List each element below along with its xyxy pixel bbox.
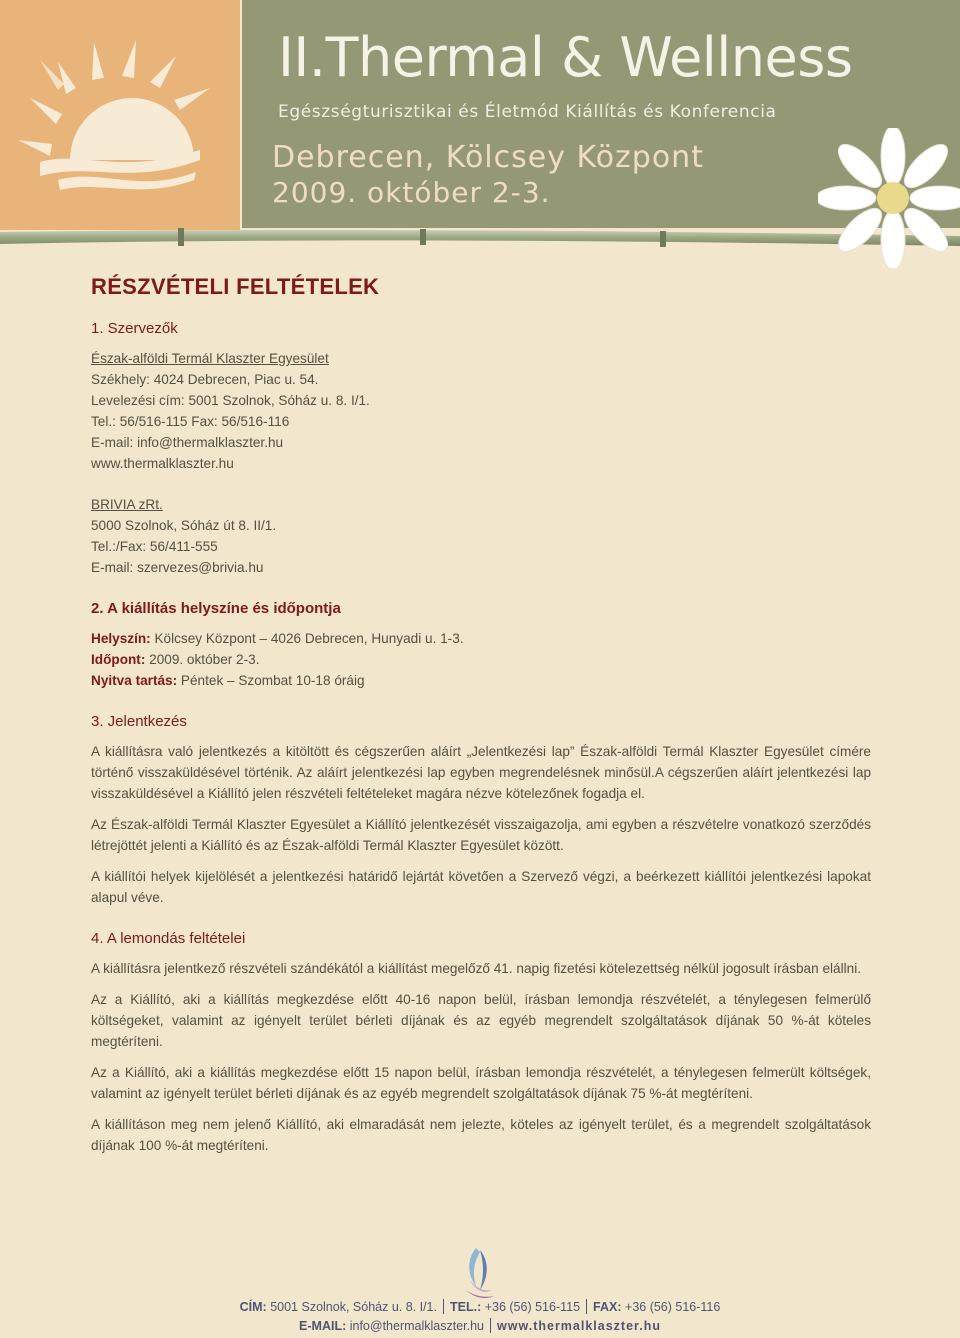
cancellation-paragraph: Az a Kiállító, aki a kiállítás megkezdése előtt 40-16 napon belül, írásban lemondja részvételét, a ténylegesen felmerülő költségeket, valamint az igényelt terület bérleti díjának és az egyéb megrendelt szolgáltatások díjának 50 %-át köteles megtéríteni.	[91, 992, 871, 1049]
venue-hours-row	[91, 670, 871, 691]
cancellation-paragraph: Az a Kiállító, aki a kiállítás megkezdése előtt 15 napon belül, írásban lemondja részvételét, a ténylegesen felmerült költségek, valamint az igényelt terület bérleti díjának és az egyéb megrendelt szolgáltatások díjának 75 %-át megtéríteni.	[91, 1065, 871, 1101]
footer-website-link[interactable]: www.thermalklaszter.hu	[497, 1319, 661, 1333]
section-cancellation-heading: 4. A lemondás feltételei	[91, 930, 246, 947]
sun-logo-icon	[0, 0, 240, 230]
section-organizers-heading: 1. Szervezők	[91, 320, 178, 337]
footer-contact	[0, 1298, 960, 1336]
venue-time-value: 2009. október 2-3.	[149, 652, 260, 667]
footer-address-label: CÍM:	[239, 1300, 267, 1314]
organizer-2	[91, 494, 871, 578]
registration-paragraph: Az Észak-alföldi Termál Klaszter Egyesület a Kiállító jelentkezését visszaigazolja, ami egyben a részvételre vonatkozó szerződés létrejöttét jelenti a Kiállító és az Észak-alföldi Termál Klaszter Egyesület között.	[91, 817, 871, 853]
footer-line-1	[0, 1298, 960, 1317]
organizer-2-line: Tel.:/Fax: 56/411-555	[91, 539, 218, 554]
organizer-1-email[interactable]: E-mail: info@thermalklaszter.hu	[91, 435, 284, 450]
organizer-1-name: Észak-alföldi Termál Klaszter Egyesület	[91, 351, 329, 366]
footer-fax-label: FAX:	[593, 1300, 622, 1314]
footer-tel-value: +36 (56) 516-115	[484, 1300, 581, 1314]
footer-line-2	[0, 1317, 960, 1336]
organizer-1-website[interactable]: www.thermalklaszter.hu	[91, 456, 234, 471]
venue-place-row	[91, 628, 871, 649]
footer-email-link[interactable]: info@thermalklaszter.hu	[349, 1319, 485, 1333]
registration-text	[91, 741, 871, 908]
event-subtitle: Egészségturisztikai és Életmód Kiállítás és Konferencia	[278, 102, 777, 122]
venue-hours-label: Nyitva tartás:	[91, 673, 178, 688]
footer-divider	[490, 1318, 491, 1333]
cluster-logo-icon	[462, 1246, 496, 1300]
header-banner	[0, 0, 960, 265]
cancellation-text	[91, 958, 871, 1156]
footer-divider	[443, 1299, 444, 1314]
organizer-1	[91, 348, 871, 474]
registration-paragraph: A kiállítói helyek kijelölését a jelentkezési határidő lejártát követően a Szervező végzi, a beérkezett kiállítói jelentkezési lapokat alapul véve.	[91, 869, 871, 905]
organizer-2-line: 5000 Szolnok, Sóház út 8. II/1.	[91, 518, 277, 533]
organizer-2-email[interactable]: E-mail: szervezes@brivia.hu	[91, 560, 264, 575]
footer-divider	[586, 1299, 587, 1314]
footer-tel-label: TEL.:	[449, 1300, 482, 1314]
document-body	[91, 270, 871, 1166]
section-venue-heading: 2. A kiállítás helyszíne és időpontja	[91, 600, 341, 617]
white-flower-decoration	[818, 128, 960, 268]
footer-email-label: E-MAIL:	[299, 1319, 347, 1333]
organizer-1-line: Tel.: 56/516-115 Fax: 56/516-116	[91, 414, 290, 429]
bamboo-stalk-decoration	[0, 226, 960, 248]
venue-time-row	[91, 649, 871, 670]
sun-panel	[0, 0, 240, 230]
organizer-1-line: Levelezési cím: 5001 Szolnok, Sóház u. 8. I/1.	[91, 393, 370, 408]
event-title: II.Thermal & Wellness	[278, 26, 853, 89]
venue-hours-value: Péntek – Szombat 10-18 óráig	[180, 673, 365, 688]
venue-place-label: Helyszín:	[91, 631, 151, 646]
footer-fax-value: +36 (56) 516-116	[625, 1300, 721, 1314]
venue-time-label: Időpont:	[91, 652, 146, 667]
section-registration-heading: 3. Jelentkezés	[91, 713, 187, 730]
event-date: 2009. október 2-3.	[272, 176, 551, 209]
cancellation-paragraph: A kiállításra jelentkező részvételi szándékától a kiállítást megelőző 41. napig fizetési kötelezettség nélkül jogosult írásban elállni.	[91, 961, 861, 976]
registration-paragraph: A kiállításra való jelentkezés a kitöltött és cégszerűen aláírt „Jelentkezési lap” Észak-alföldi Termál Klaszter Egyesület címére történő visszaküldésével történik. Az aláírt jelentkezési lap egyben megrendelésnek minősül.A cégszerűen aláírt jelentkezési lap visszaküldésével a Kiállító jelen részvételi feltételeket magára nézve kötelezőnek fogadja el.	[91, 744, 871, 801]
event-venue: Debrecen, Kölcsey Központ	[272, 140, 704, 175]
page-title: RÉSZVÉTELI FELTÉTELEK	[91, 274, 380, 299]
venue-place-value: Kölcsey Központ – 4026 Debrecen, Hunyadi u. 1-3.	[154, 631, 464, 646]
footer-address-value: 5001 Szolnok, Sóház u. 8. I/1.	[270, 1300, 437, 1314]
cancellation-paragraph: A kiállításon meg nem jelenő Kiállító, aki elmaradását nem jelezte, köteles az igényelt terület, és a megrendelt szolgáltatások díjának 100 %-át megtéríteni.	[91, 1117, 871, 1153]
venue-details	[91, 628, 871, 691]
organizer-2-name: BRIVIA zRt.	[91, 497, 163, 512]
organizer-1-line: Székhely: 4024 Debrecen, Piac u. 54.	[91, 372, 319, 387]
